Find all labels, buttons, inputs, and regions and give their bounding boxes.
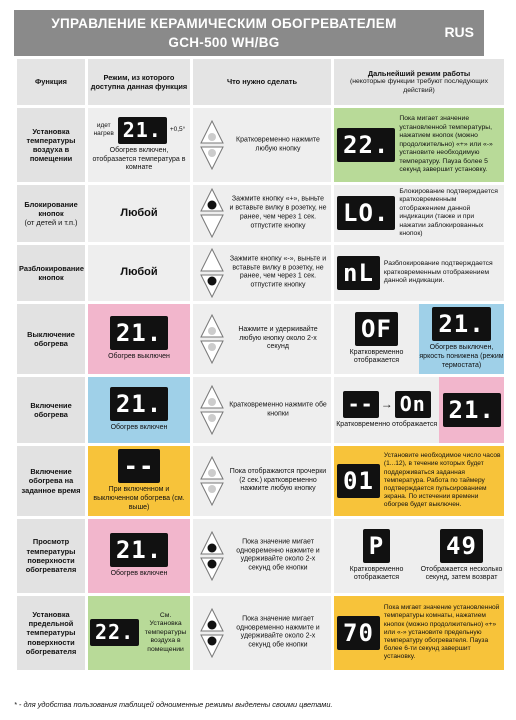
result-display-2: 21. <box>432 307 490 341</box>
result-text: Установите необходимое число часов (1...12), в течение которых будет поддерживаться заданная температура. Работа по таймеру подтверждается пульсированием экрана. По истечении времени обогрев будет выключен. <box>383 452 501 509</box>
action-cell <box>193 108 331 182</box>
language-label: RUS <box>444 24 474 40</box>
col-header-result <box>334 59 504 105</box>
action-text: Кратковременно нажмите любую кнопку <box>236 136 320 152</box>
title-line-1: УПРАВЛЕНИЕ КЕРАМИЧЕСКИМ ОБОГРЕВАТЕЛЕМ <box>51 16 397 31</box>
table-row <box>17 446 504 516</box>
result-title: Дальнейший режим работы <box>367 68 471 78</box>
buttons-diamond-icon <box>199 384 225 436</box>
arrow-right-icon: → <box>380 396 393 411</box>
result-display: P <box>363 529 390 563</box>
result-display: -- <box>343 391 379 418</box>
result-display-on: On <box>395 391 431 418</box>
result-subtitle: (некоторые функции требуют последующих действий) <box>349 78 489 94</box>
temp-display: 21. <box>110 316 168 350</box>
function-cell: Включение обогрева <box>17 377 85 443</box>
function-cell: Установка температуры воздуха в помещении <box>17 108 85 182</box>
result-cell <box>334 108 504 182</box>
action-cell <box>193 377 331 443</box>
footer-note: * - для удобства пользования таблицей одноименные режимы выделены своими цветами. <box>14 700 333 709</box>
mode-cell <box>88 519 190 593</box>
result-cell <box>334 304 504 374</box>
buttons-both-pressed-icon <box>199 530 225 582</box>
table-row <box>17 185 504 242</box>
action-text: Пока значение мигает одновременно нажмите и удерживайте около 2-х секунд обе кнопки <box>236 538 320 572</box>
mode-caption: При включенном и выключенном обогрева (см. выше) <box>93 486 185 511</box>
action-text: Зажмите кнопку «-», выньте и вставьте вилку в розетку, не ранее, чем через 1 сек. отпустите кнопку <box>229 255 327 289</box>
mode-cell <box>88 446 190 516</box>
temp-display: 21. <box>110 533 168 567</box>
temp-display: 22. <box>90 619 139 646</box>
temp-display: 21. <box>118 117 167 144</box>
result-caption-2: Обогрев выключен, яркость понижена (режим термостата) <box>419 344 504 369</box>
mode-cell <box>88 596 190 670</box>
result-cell <box>334 377 504 443</box>
function-cell: Включение обогрева на заданное время <box>17 446 85 516</box>
action-cell <box>193 519 331 593</box>
buttons-diamond-icon <box>199 455 225 507</box>
result-cell <box>334 185 504 242</box>
result-text: Разблокирование подтверждается кратковременным отображением данной индикации. <box>383 260 493 285</box>
action-cell <box>193 596 331 670</box>
button-plus-pressed-icon <box>199 187 225 239</box>
action-cell <box>193 304 331 374</box>
function-cell: Установка предельной температуры поверхности обогревателя <box>17 596 85 670</box>
result-text: Пока мигает значение установленной температуры, нажатием кнопок (можно продолжительно) «+» или «-» установите необходимую температуру. Пауза более 5 секунд завершит установку. <box>399 115 493 174</box>
result-cell <box>334 446 504 516</box>
result-display: 70 <box>337 616 380 650</box>
table-row <box>17 304 504 374</box>
result-display: LO. <box>337 196 395 230</box>
action-text: Пока значение мигает одновременно нажмите и удерживайте около 2-х секунд обе кнопки <box>236 615 320 649</box>
result-display-2: 21. <box>443 393 501 427</box>
instruction-table <box>14 56 507 673</box>
col-header-action: Что нужно сделать <box>193 59 331 105</box>
mode-caption: Обогрев выключен <box>108 353 170 361</box>
table-header-row <box>17 59 504 105</box>
result-caption-2: Отображается несколько секунд, затем возврат <box>420 565 503 582</box>
result-caption: Кратковременно отображается <box>349 565 404 582</box>
col-header-mode: Режим, из которого доступна данная функция <box>88 59 190 105</box>
result-cell <box>334 519 504 593</box>
action-text: Зажмите кнопку «+», выньте и вставьте вилку в розетку, не ранее, чем через 1 сек. отпустите кнопку <box>229 195 327 230</box>
page-header <box>14 10 484 56</box>
buttons-diamond-icon <box>199 313 225 365</box>
result-text: Блокирование подтверждается кратковременным отображением данной индикации (также и при нажатии заблокированных кнопок) <box>399 188 498 238</box>
result-caption: Кратковременно отображается <box>336 420 438 428</box>
mode-cell <box>88 245 190 301</box>
action-cell <box>193 185 331 242</box>
function-cell: Просмотр температуры поверхности обогревателя <box>17 519 85 593</box>
any-mode-label: Любой <box>120 206 158 219</box>
table-row <box>17 377 504 443</box>
result-display-2: 49 <box>440 529 483 563</box>
result-display: nL <box>337 256 380 290</box>
table-row <box>17 245 504 301</box>
col-header-function: Функция <box>17 59 85 105</box>
result-text: Пока мигает значение установленной температуры комнаты, нажатием кнопок (можно продолжительно) «+» или «-» установите предельную температуру обогревателя. Пауза более 6-ти секунд завершит установку. <box>383 604 500 661</box>
mode-cell <box>88 108 190 182</box>
table-row <box>17 596 504 670</box>
title-line-2: GCH-500 WH/BG <box>168 35 280 50</box>
result-caption: Кратковременно отображается <box>349 348 404 365</box>
action-cell <box>193 245 331 301</box>
function-note: (от детей и т.п.) <box>24 218 78 228</box>
result-display: OF <box>355 312 398 346</box>
mode-caption: Обогрев включен <box>110 570 168 578</box>
dash-display: -- <box>118 449 161 483</box>
result-cell <box>334 596 504 670</box>
buttons-both-pressed-icon <box>199 607 225 659</box>
action-cell <box>193 446 331 516</box>
mode-cell <box>88 304 190 374</box>
action-text: Кратковременно нажмите обе кнопки <box>229 401 327 417</box>
button-minus-pressed-icon <box>199 247 225 299</box>
step-label: +0,5° <box>169 126 186 134</box>
mode-cell <box>88 377 190 443</box>
table-row <box>17 519 504 593</box>
function-cell: Выключение обогрева <box>17 304 85 374</box>
any-mode-label: Любой <box>120 266 158 279</box>
function-label: Блокирование кнопок <box>24 199 78 218</box>
mode-caption: Обогрев включен, отобразается температура в комнате <box>92 146 186 172</box>
function-cell: Разблокирование кнопок <box>17 245 85 301</box>
heating-label: идет нагрев <box>93 122 114 138</box>
buttons-diamond-icon <box>199 119 225 171</box>
table-row <box>17 108 504 182</box>
mode-cell <box>88 185 190 242</box>
result-display: 01 <box>337 464 380 498</box>
result-cell <box>334 245 504 301</box>
action-text: Пока отображаются прочерки (2 сек.) кратковременно нажмите любую кнопку <box>229 467 327 493</box>
result-display: 22. <box>337 128 395 162</box>
action-text: Нажмите и удерживайте любую кнопку около 2-х секунд <box>238 325 318 351</box>
function-cell <box>17 185 85 242</box>
mode-caption: Обогрев включен <box>110 424 168 432</box>
temp-display: 21. <box>110 387 168 421</box>
mode-caption: См. Установка температуры воздуха в помещении <box>144 611 187 653</box>
